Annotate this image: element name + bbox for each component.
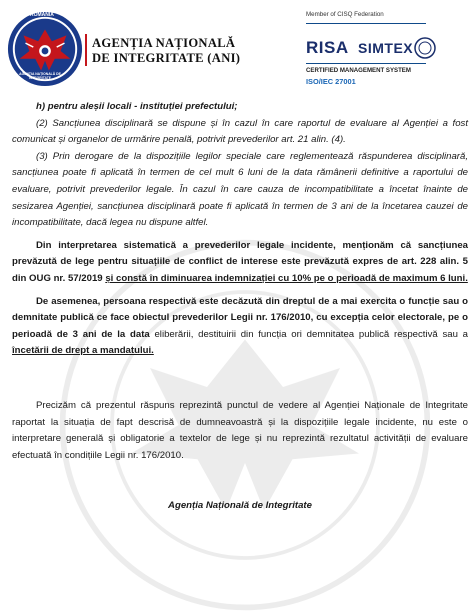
cert-seal-icon — [414, 37, 436, 59]
cert-member-text: Member of CISQ Federation — [306, 11, 384, 18]
paragraph-h: h) pentru aleșii locali - instituției prefectului; — [36, 101, 238, 112]
risa-logo: RISA — [306, 38, 349, 57]
signature: Agenția Națională de Integritate — [168, 500, 312, 512]
agency-separator — [85, 34, 87, 66]
interpretation-sanction: și constă în diminuarea indemnizației cu 10% pe o perioadă de maximum 6 luni. — [105, 272, 468, 284]
certification-block — [296, 11, 468, 91]
cert-logos — [306, 36, 466, 60]
logo-side-text: AGENȚIA NAȚIONALĂ DE INTEGRITATE — [19, 72, 61, 80]
forfeiture-bold: De asemenea, persoana respectivă este decăzută din dreptul de a mai exercita o funcție sau o demnitate publică ce face obiectul prevederilor Legii nr. 176/2010, cu excepția celor electorale, pe o perioadă de 3 ani de la data — [12, 295, 468, 340]
cert-divider — [306, 23, 426, 24]
paragraph-forfeiture — [12, 294, 468, 360]
letterhead — [0, 0, 474, 96]
agency-title — [92, 36, 240, 66]
letter-body — [12, 99, 468, 515]
paragraph-interpretation — [12, 238, 468, 288]
paragraph-disclaimer: Precizăm că prezentul răspuns reprezintă punctul de vedere al Agenției Naționale de Integritate raportat la situația de fapt descrisă de dumneavoastră și la dispozițiile legale incidente, nu este o interpretare generală și obligatorie a textelor de lege și nu reprezintă rezultatul activității de evaluare efectuată în condițiile Legii nr. 176/2010. — [12, 399, 468, 461]
paragraph-3: (3) Prin derogare de la dispozițiile legilor speciale care reglementează răspunderea disciplinară, sancțiunea poate fi aplicată în termen de cel mult 6 luni de la data rămânerii definitive a raportului de evaluare, potrivit prevederilor legale. În cazul în care cauza de incompatibilitate a încetat înainte de sesizarea Agenției, sancțiunea disciplinară poate fi aplicată în termen de 3 ani de la încetarea cauzei de incompatibilitate, dacă legea nu dispune altfel. — [12, 150, 468, 229]
cert-divider-2 — [306, 63, 426, 64]
forfeiture-underline: încetării de drept a mandatului. — [12, 345, 154, 357]
cert-system-text: CERTIFIED MANAGEMENT SYSTEM — [306, 67, 411, 74]
agency-line-1: AGENȚIA NAȚIONALĂ — [92, 36, 236, 50]
interpretation-text: Din interpretarea sistematică a prevederilor legale incidente, menționăm că sancțiunea prevăzută de lege pentru situațiile de conflict de interese este prevăzută expres de art. 228 alin. 5 din OUG nr. 57/2019 — [12, 239, 468, 284]
agency-line-2: DE INTEGRITATE (ANI) — [92, 51, 241, 65]
simtex-logo: SIMTEX — [358, 40, 414, 56]
paragraph-2: (2) Sancțiunea disciplinară se dispune și în cazul în care raportul de evaluare al Agenției a fost comunicat și organelor de urmărire penală, potrivit prevederilor art. 21 alin. (4). — [12, 117, 468, 146]
cert-iso-text: ISO/IEC 27001 — [306, 77, 356, 86]
logo-top-text: ROMÂNIA — [30, 12, 54, 18]
forfeiture-normal: eliberării, destituirii din funcția ori demnitatea publică respectivă sau a — [149, 328, 469, 340]
